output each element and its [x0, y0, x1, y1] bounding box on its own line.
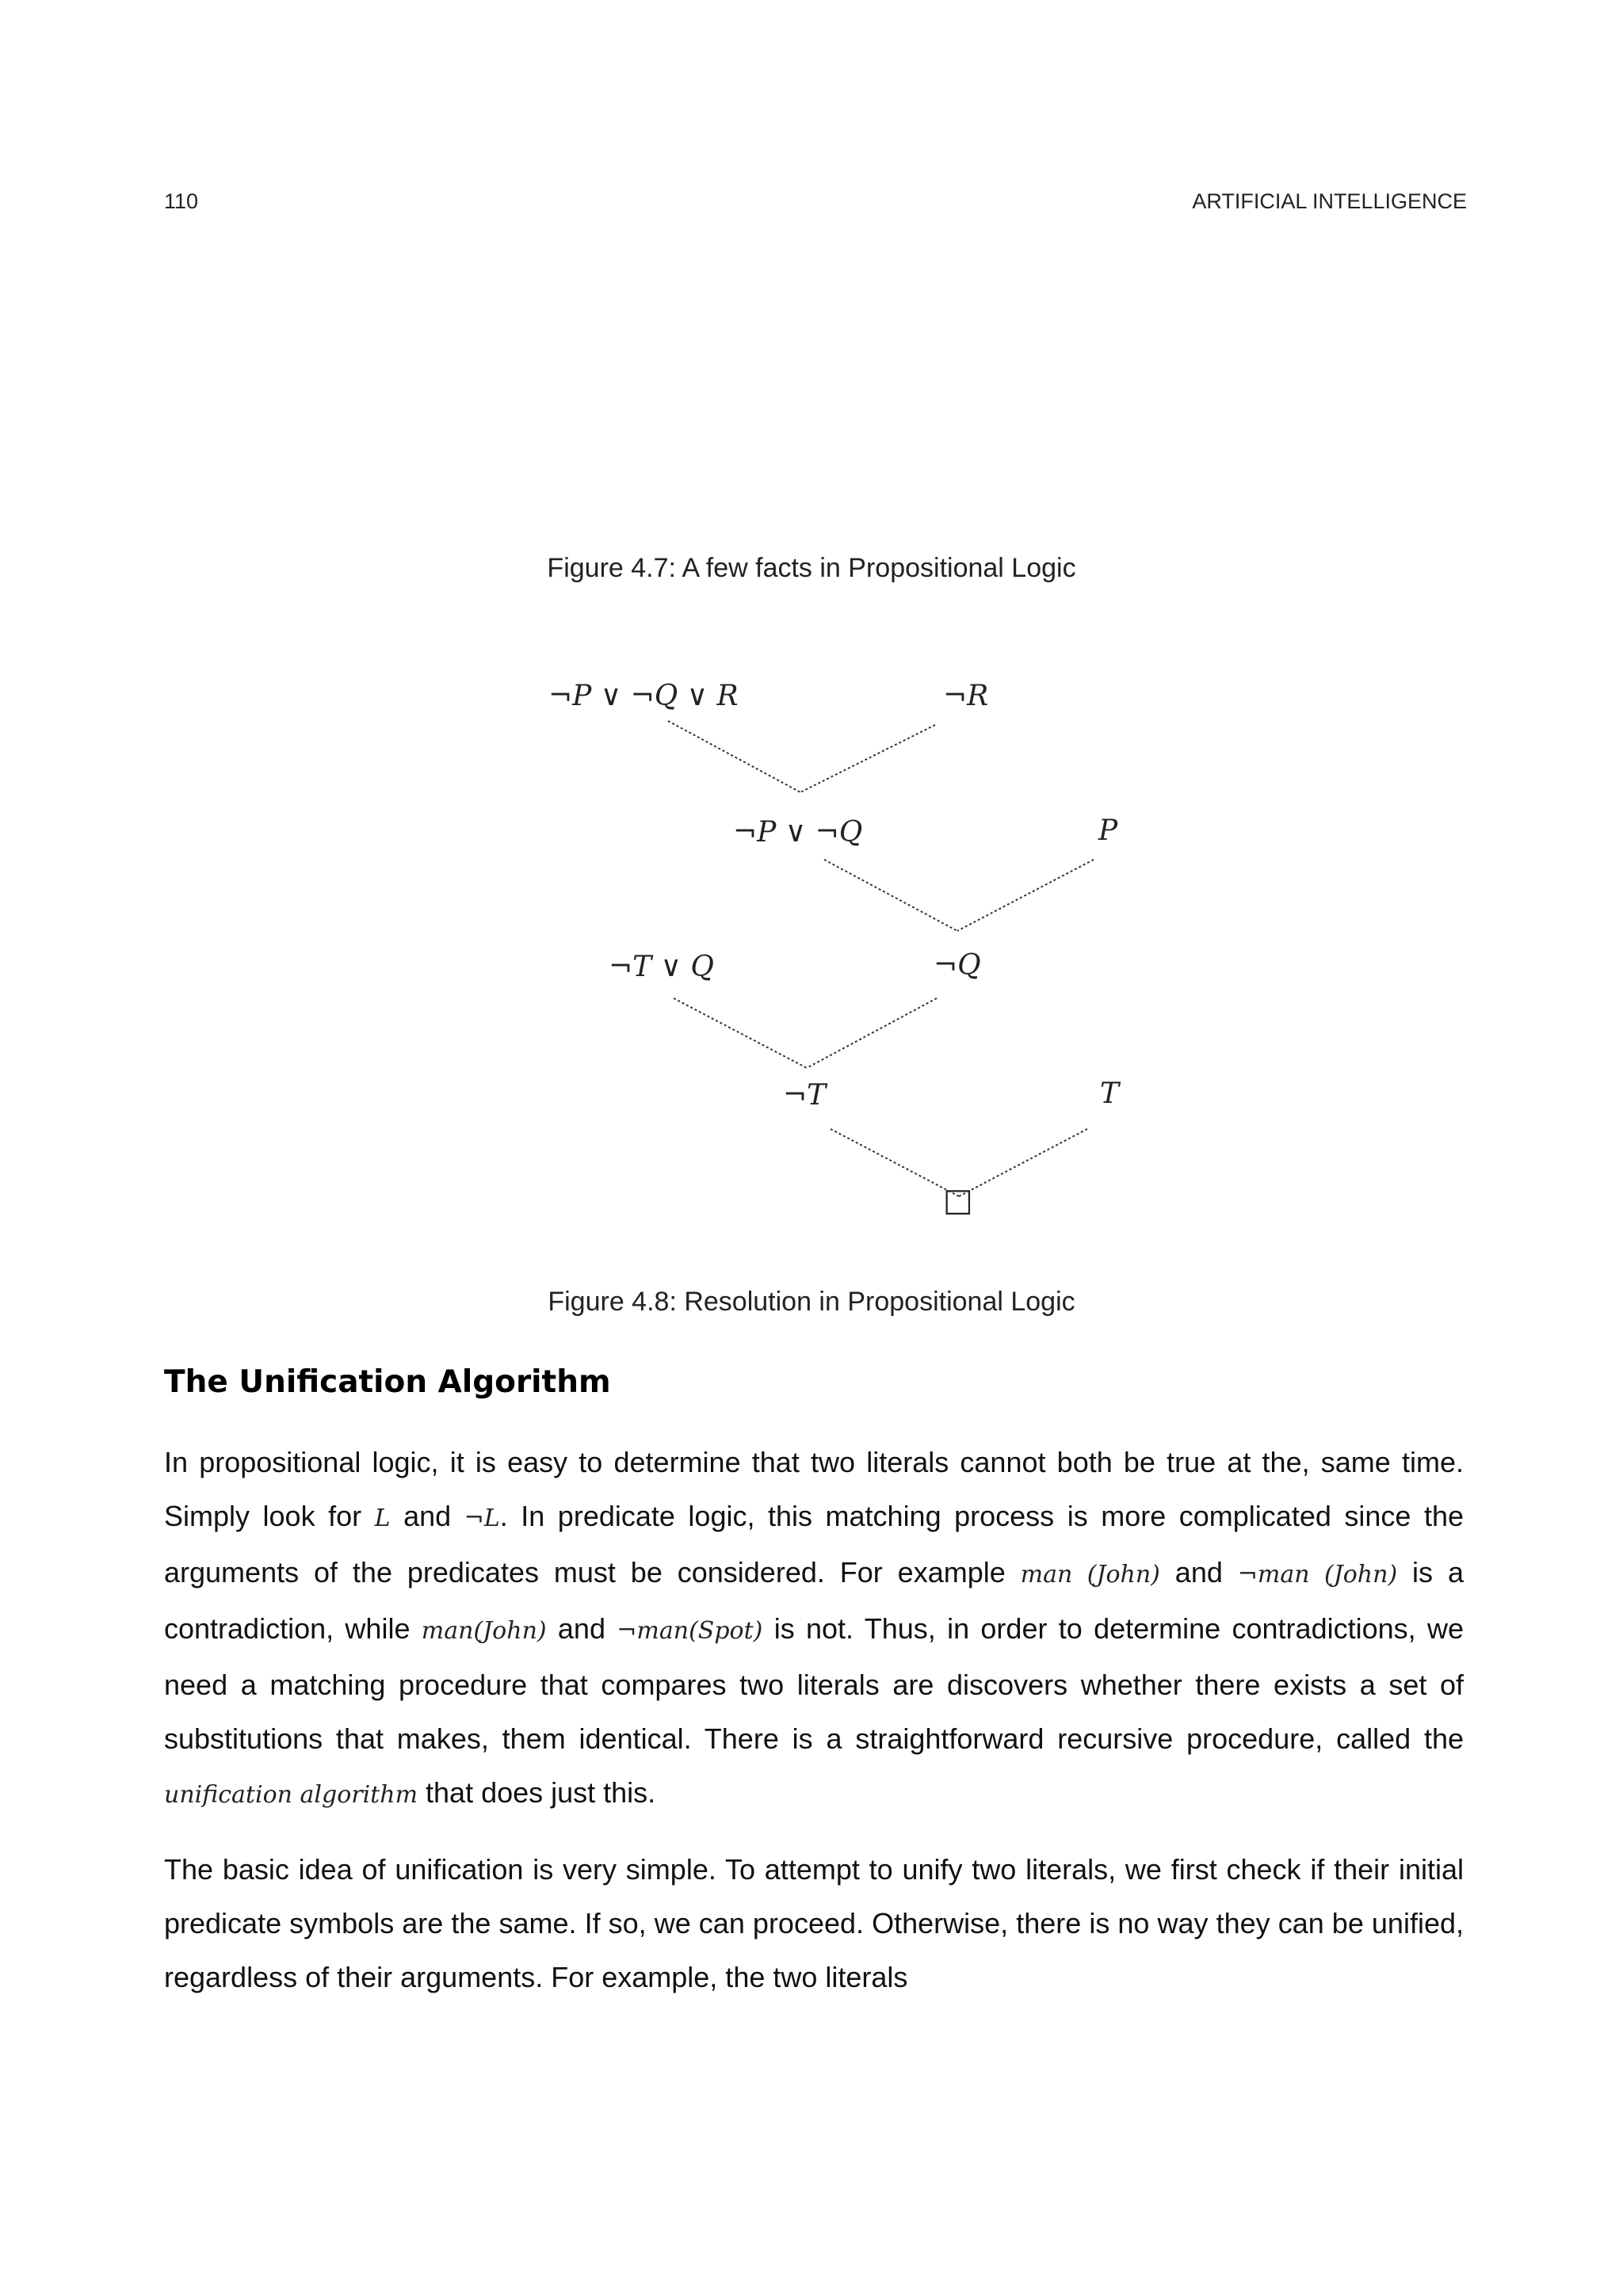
p1-text-4: and	[1159, 1556, 1238, 1589]
running-title: ARTIFICIAL INTELLIGENCE	[1192, 189, 1467, 213]
p1-text-3: . In predicate logic, this matching process is more complicated since the arguments of the predicates must be considered. For example	[164, 1500, 1464, 1589]
math-not-man-spot: ¬man(Spot)	[617, 1617, 763, 1645]
p1-text-8: that does just this.	[418, 1776, 656, 1809]
math-unification-algorithm: unification algorithm	[164, 1781, 418, 1809]
edge-c6-c7	[807, 998, 937, 1068]
clause-c6: ¬Q	[934, 949, 981, 982]
edge-c5-c7	[674, 998, 807, 1068]
clause-c7: ¬T	[783, 1079, 827, 1112]
math-man-john-2: man(John)	[421, 1617, 547, 1645]
page-number: 110	[164, 189, 199, 213]
clause-c5: ¬T ∨ Q	[609, 951, 714, 983]
paragraph-2: The basic idea of unification is very simple. To attempt to unify two literals, we first check if their initial predicate symbols are the same. If so, we can proceed. Otherwise, there is no way they can be unified, regardless of their arguments. For example, the two literals	[164, 1853, 1464, 1993]
section-heading: The Unification Algorithm	[164, 1364, 611, 1400]
math-man-john: man (John)	[1020, 1561, 1160, 1589]
figure-4-7-caption: Figure 4.7: A few facts in Propositional Logic	[547, 553, 1076, 583]
clause-c4: P	[1098, 814, 1118, 847]
paragraph-1	[164, 1436, 1464, 1822]
resolution-tree-figure	[0, 666, 1623, 1236]
math-not-man-john: ¬man (John)	[1237, 1561, 1398, 1589]
p1-text-7: is not. Thus, in order to determine contradictions, we need a matching procedure that compares two literals are discovers whether there exists a set of substitutions that makes, them identical. There is a straightforward recursive procedure, called the	[164, 1612, 1464, 1755]
math-literal-l: L	[374, 1505, 391, 1532]
resolution-tree-edges	[0, 666, 1623, 1236]
p1-text-5: is a contradiction, while	[164, 1556, 1464, 1645]
clause-c2: ¬R	[943, 680, 989, 712]
clause-c8: T	[1100, 1077, 1120, 1110]
clause-c1: ¬P ∨ ¬Q ∨ R	[548, 680, 739, 712]
edge-c1-c3	[668, 721, 800, 792]
edge-c3-c6	[824, 860, 957, 931]
edge-c7-empty	[831, 1129, 959, 1196]
p1-text-6: and	[546, 1612, 617, 1645]
edge-c2-c3	[800, 725, 935, 792]
p1-text-2: and	[390, 1500, 464, 1532]
p1-text-1: In propositional logic, it is easy to determine that two literals cannot both be true at the, same time. Simply look for	[164, 1446, 1464, 1532]
edge-c8-empty	[959, 1129, 1087, 1196]
math-literal-not-l: ¬L	[464, 1505, 500, 1532]
edge-c4-c6	[957, 860, 1094, 931]
clause-c3: ¬P ∨ ¬Q	[733, 816, 863, 849]
figure-4-8-caption: Figure 4.8: Resolution in Propositional Logic	[548, 1287, 1075, 1317]
empty-clause: □	[943, 1182, 973, 1219]
